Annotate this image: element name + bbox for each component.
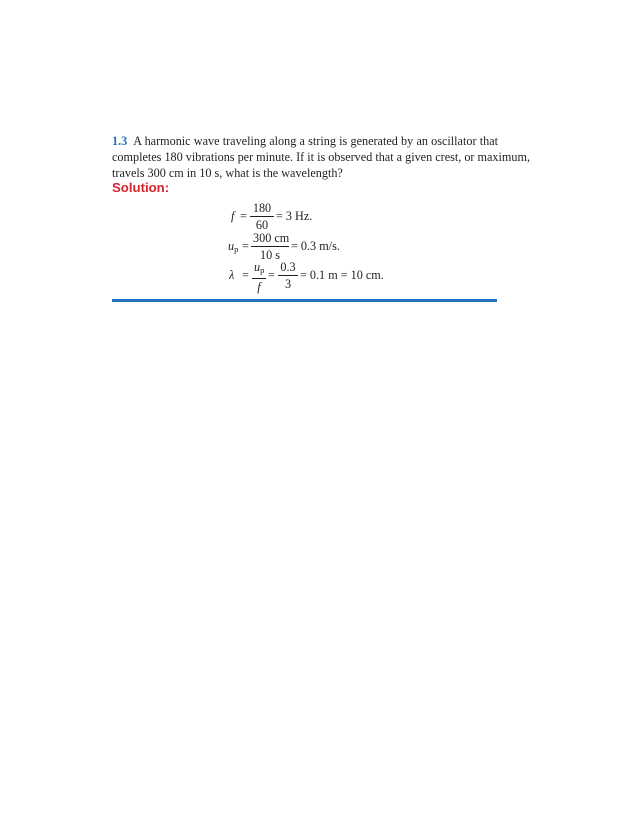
eq1-fraction — [250, 201, 274, 232]
problem-statement — [112, 133, 530, 181]
eq3-denominator-1: f — [257, 280, 261, 294]
eq2-lhs-subscript: p — [234, 244, 239, 254]
eq3-lhs: λ — [229, 268, 235, 282]
problem-line-2: completes 180 vibrations per minute. If it is observed that a given crest, or maximum, — [112, 150, 530, 164]
eq1-result: = 3 Hz. — [276, 209, 313, 223]
problem-line-1 — [112, 133, 498, 149]
eq1-denominator: 60 — [255, 218, 269, 232]
eq3-numerator-1-symbol: u — [254, 260, 261, 274]
eq3-equals: = — [242, 268, 249, 282]
solution-label: Solution: — [112, 180, 170, 195]
problem-number: 1.3 — [112, 134, 128, 148]
eq3-fraction-1 — [252, 260, 266, 294]
eq3-numerator-2: 0.3 — [278, 260, 298, 276]
eq1-equals: = — [240, 209, 247, 223]
eq3-result: = 0.1 m = 10 cm. — [300, 268, 384, 282]
eq2-denominator: 10 s — [260, 248, 280, 262]
eq2-fraction — [251, 231, 289, 262]
eq2-numerator: 300 cm — [253, 231, 290, 245]
eq2-lhs-symbol: u — [228, 239, 235, 253]
problem-line-3: travels 300 cm in 10 s, what is the wavelength? — [112, 166, 343, 180]
eq3-denominator-2: 3 — [284, 277, 292, 291]
eq2-lhs — [228, 239, 238, 256]
section-divider — [112, 299, 497, 302]
eq1-lhs: f — [231, 209, 235, 223]
problem-text-1: A harmonic wave traveling along a string is generated by an oscillator that — [133, 134, 498, 148]
eq3-numerator-1-subscript: p — [260, 265, 265, 275]
eq3-numerator-1 — [252, 260, 266, 279]
eq3-fraction-2 — [278, 260, 298, 291]
eq2-result: = 0.3 m/s. — [291, 239, 340, 253]
eq3-equals-2: = — [268, 268, 275, 282]
eq1-numerator: 180 — [250, 201, 274, 217]
eq2-equals: = — [242, 239, 249, 253]
